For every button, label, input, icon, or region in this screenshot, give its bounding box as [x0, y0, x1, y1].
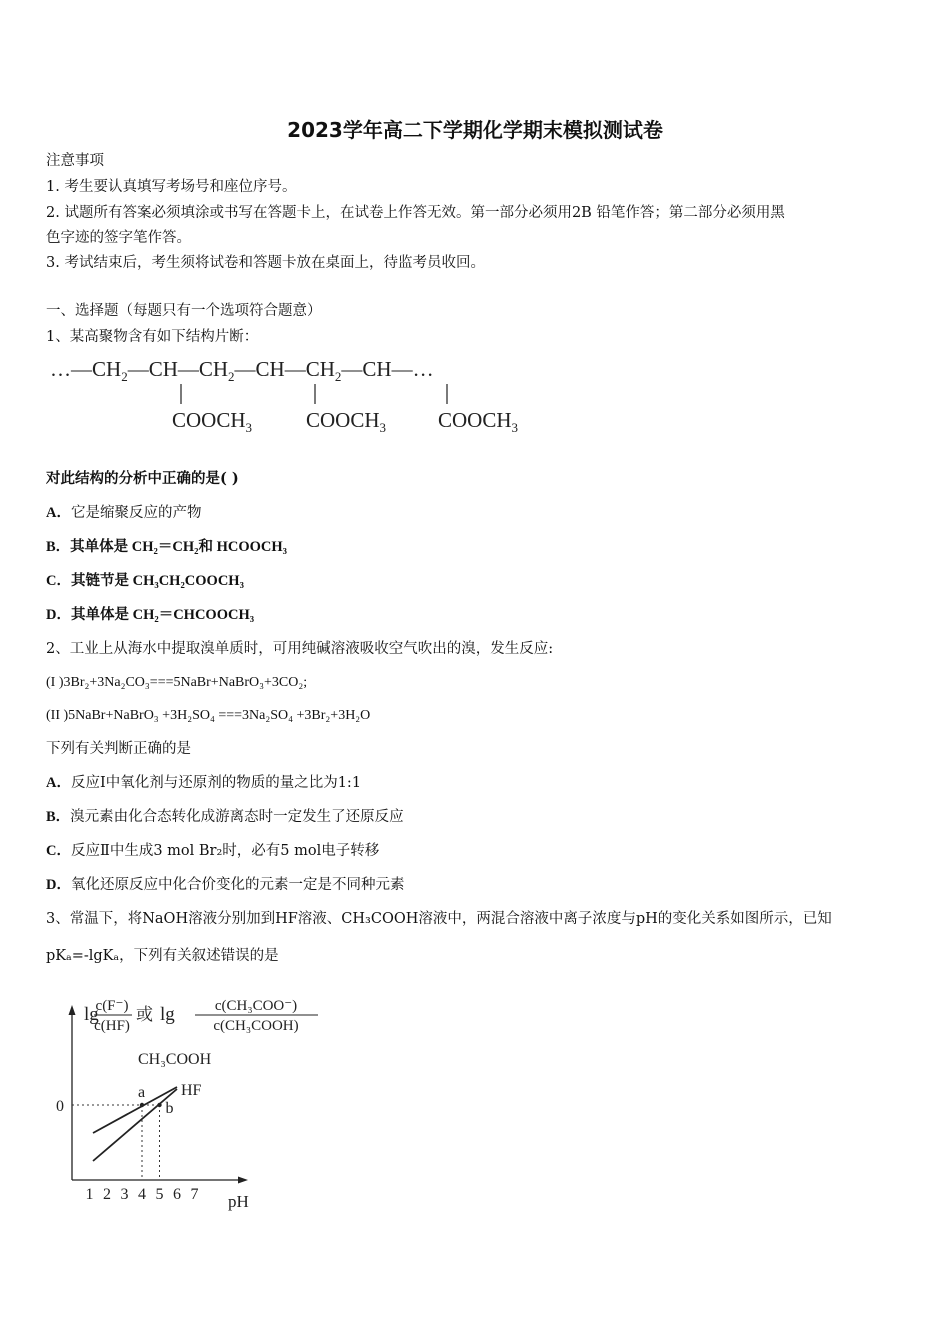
page-title: 2023学年高二下学期化学期末模拟测试卷 [287, 118, 663, 142]
ylabel-num-2: c(CH₃COO⁻) [214, 998, 298, 1014]
point-marker [140, 1103, 144, 1107]
q2-reaction-2: (II )5NaBr+NaBrO₃ +3H₂SO₄ ===3Na₂SO₄ +3Br₂+3H₂O [46, 708, 371, 723]
q1-question: 对此结构的分析中正确的是( ) [46, 470, 239, 487]
x-axis-arrow [238, 1177, 248, 1184]
substituent-3: $COOCH_3$ [438, 408, 519, 435]
polymer-structure [46, 352, 556, 444]
q1-option-a[interactable]: A．它是缩聚反应的产物 [46, 505, 202, 521]
structure-chain: $\dots—CH_2—CH—CH_2—CH—CH_2—CH—\dots$ [50, 357, 434, 384]
ylabel-den-1: c(HF) [94, 1018, 130, 1034]
q2-question: 下列有关判断正确的是 [46, 741, 191, 757]
point-label: b [165, 1100, 174, 1117]
q2-option-c[interactable]: C．反应Ⅱ中生成3 mol Br₂时，必有5 mol电子转移 [46, 843, 380, 859]
ylabel-lg-2: lg [160, 1004, 175, 1025]
notice-item-1: 1. 考生要认真填写考场号和座位序号。 [46, 179, 297, 195]
notice-heading: 注意事项 [46, 153, 104, 169]
notice-item-2-cont: 色字迹的签字笔作答。 [46, 230, 191, 246]
q1-option-c[interactable]: C．其链节是 CH₃CH₂COOCH₃ [46, 573, 244, 589]
series-line-ch3cooh [93, 1089, 177, 1161]
series-label: CH₃COOH [138, 1051, 212, 1068]
point-marker [157, 1103, 161, 1107]
notice-item-3: 3. 考试结束后，考生须将试卷和答题卡放在桌面上，待监考员收回。 [46, 255, 485, 271]
x-tick-label: 3 [120, 1186, 129, 1203]
ylabel-or: 或 [136, 1005, 153, 1024]
q2-option-b[interactable]: B．溴元素由化合态转化成游离态时一定发生了还原反应 [46, 809, 404, 825]
q3-stem-line2: pKₐ=-lgKₐ，下列有关叙述错误的是 [46, 948, 279, 964]
q3-stem-line1: 3、常温下，将NaOH溶液分别加到HF溶液、CH₃COOH溶液中，两混合溶液中离子浓度与pH的变化关系如图所示，已知 [46, 911, 832, 927]
x-tick-label: 5 [155, 1186, 164, 1203]
q1-stem: 1、某高聚物含有如下结构片断： [46, 329, 259, 345]
ph-chart [50, 985, 350, 1215]
q2-option-d[interactable]: D．氧化还原反应中化合价变化的元素一定是不同种元素 [46, 877, 405, 893]
x-axis-label: pH [228, 1192, 249, 1211]
x-tick-label: 7 [190, 1186, 199, 1203]
ylabel-num-1: c(F⁻) [95, 998, 129, 1014]
section-heading: 一、选择题（每题只有一个选项符合题意） [46, 303, 322, 319]
substituent-2: $COOCH_3$ [306, 408, 387, 435]
substituent-1: $COOCH_3$ [172, 408, 253, 435]
q2-option-a[interactable]: A．反应Ⅰ中氧化剂与还原剂的物质的量之比为1:1 [46, 775, 362, 791]
notice-item-2: 2. 试题所有答案必须填涂或书写在答题卡上，在试卷上作答无效。第一部分必须用2B 铅笔作答；第二部分必须用黑 [46, 205, 785, 221]
y-tick-zero: 0 [56, 1098, 64, 1115]
ylabel-lg-1: lg [84, 1004, 99, 1025]
x-tick-label: 6 [173, 1186, 181, 1203]
x-tick-label: 2 [103, 1186, 111, 1203]
series-label: HF [181, 1082, 202, 1099]
q2-stem: 2、工业上从海水中提取溴单质时，可用纯碱溶液吸收空气吹出的溴，发生反应: [46, 641, 554, 657]
q2-reaction-1: (I )3Br₂+3Na₂CO₃===5NaBr+NaBrO₃+3CO₂; [46, 675, 308, 690]
x-tick-label: 1 [85, 1186, 94, 1203]
q1-option-b[interactable]: B．其单体是 CH₂＝CH₂和 HCOOCH₃ [46, 539, 288, 555]
y-axis-arrow [69, 1005, 76, 1015]
x-tick-label: 4 [138, 1186, 146, 1203]
point-label: a [138, 1084, 146, 1101]
q1-option-d[interactable]: D．其单体是 CH₂＝CHCOOCH₃ [46, 607, 255, 623]
ylabel-den-2: c(CH₃COOH) [213, 1018, 299, 1034]
